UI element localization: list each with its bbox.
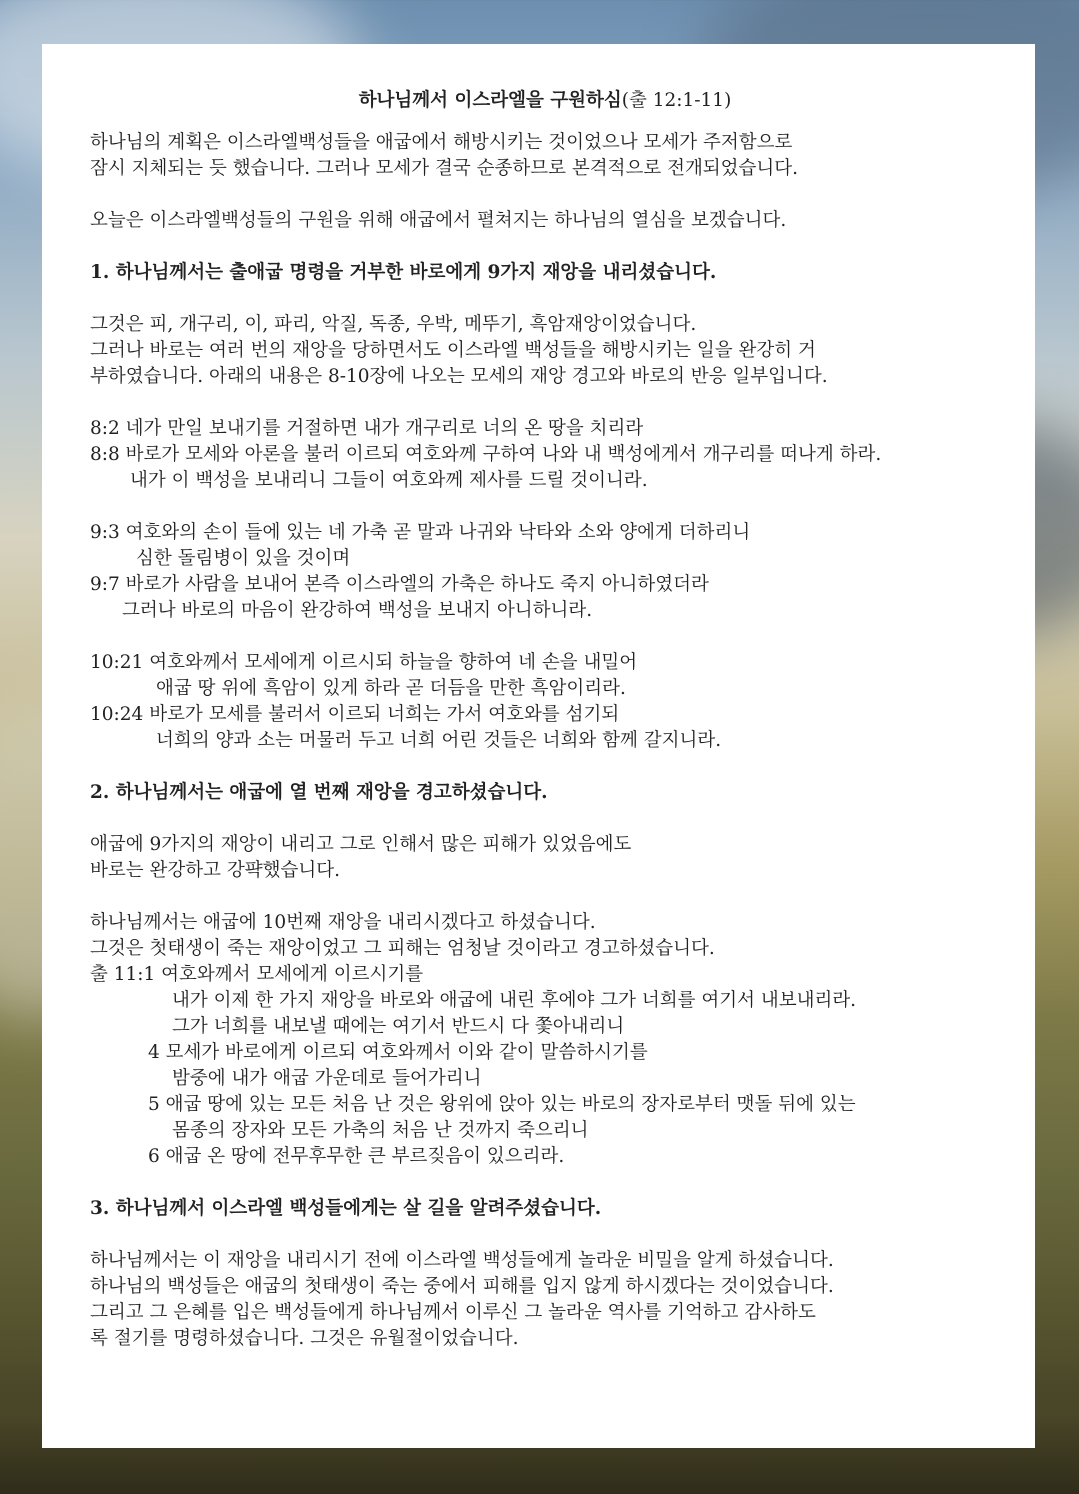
text-line: 잠시 지체되는 듯 했습니다. 그러나 모세가 결국 순종하므로 본격적으로 전개되었습니다. bbox=[90, 158, 799, 179]
page-title bbox=[90, 88, 1000, 114]
text-line: 록 절기를 명령하셨습니다. 그것은 유월절이었습니다. bbox=[90, 1328, 519, 1349]
intro2-paragraph bbox=[90, 208, 1000, 234]
verse-line: 8:2 네가 만일 보내기를 거절하면 내가 개구리로 너의 온 땅을 치리라 bbox=[90, 418, 644, 439]
section2-body2 bbox=[90, 910, 1000, 1170]
verse-line: 밤중에 내가 애굽 가운데로 들어가리니 bbox=[172, 1068, 482, 1089]
verse-line: 10:21 여호와께서 모세에게 이르시되 하늘을 향하여 네 손을 내밀어 bbox=[90, 652, 638, 673]
text-line: 그러나 바로는 여러 번의 재앙을 당하면서도 이스라엘 백성들을 해방시키는 일을 완강히 거 bbox=[90, 340, 816, 361]
text-line: 그리고 그 은혜를 입은 백성들에게 하나님께서 이루신 그 놀라운 역사를 기억하고 감사하도 bbox=[90, 1302, 816, 1323]
text-line: 그것은 피, 개구리, 이, 파리, 악질, 독종, 우박, 메뚜기, 흑암재앙이었습니다. bbox=[90, 314, 697, 335]
text-line: 하나님의 백성들은 애굽의 첫태생이 죽는 중에서 피해를 입지 않게 하시겠다는 것이었습니다. bbox=[90, 1276, 834, 1297]
document-page bbox=[42, 44, 1035, 1448]
intro-paragraph bbox=[90, 130, 1000, 182]
section1-body bbox=[90, 312, 1000, 390]
text-line: 바로는 완강하고 강퍅했습니다. bbox=[90, 860, 340, 881]
verse-line: 내가 이제 한 가지 재앙을 바로와 애굽에 내린 후에야 그가 너희를 여기서 내보내리라. bbox=[172, 990, 857, 1011]
verse-line: 4 모세가 바로에게 이르되 여호와께서 이와 같이 말씀하시기를 bbox=[148, 1042, 648, 1063]
text-line: 오늘은 이스라엘백성들의 구원을 위해 애굽에서 펼쳐지는 하나님의 열심을 보겠습니다. bbox=[90, 210, 787, 231]
section2-body bbox=[90, 832, 1000, 884]
verse-line: 심한 돌림병이 있을 것이며 bbox=[136, 548, 351, 569]
verse-line: 8:8 바로가 모세와 아론을 불러 이르되 여호와께 구하여 나와 내 백성에게서 개구리를 떠나게 하라. bbox=[90, 444, 882, 465]
verse-line: 5 애굽 땅에 있는 모든 처음 난 것은 왕위에 앉아 있는 바로의 장자로부터 맷돌 뒤에 있는 bbox=[148, 1094, 856, 1115]
verse-line: 애굽 땅 위에 흑암이 있게 하라 곧 더듬을 만한 흑암이리라. bbox=[156, 678, 626, 699]
text-line: 하나님께서는 애굽에 10번째 재앙을 내리시겠다고 하셨습니다. bbox=[90, 912, 596, 933]
title-reference: (출 12:1-11) bbox=[621, 90, 732, 111]
section2-heading: 2. 하나님께서는 애굽에 열 번째 재앙을 경고하셨습니다. bbox=[90, 782, 548, 803]
verse-block-c bbox=[90, 650, 1000, 754]
section3-heading: 3. 하나님께서 이스라엘 백성들에게는 살 길을 알려주셨습니다. bbox=[90, 1198, 602, 1219]
text-line: 부하였습니다. 아래의 내용은 8-10장에 나오는 모세의 재앙 경고와 바로의 반응 일부입니다. bbox=[90, 366, 828, 387]
verse-line: 그가 너희를 내보낼 때에는 여기서 반드시 다 쫓아내리니 bbox=[172, 1016, 625, 1037]
verse-line: 9:3 여호와의 손이 들에 있는 네 가축 곧 말과 나귀와 낙타와 소와 양에게 더하리니 bbox=[90, 522, 751, 543]
verse-block-b bbox=[90, 520, 1000, 624]
verse-line: 몸종의 장자와 모든 가축의 처음 난 것까지 죽으리니 bbox=[172, 1120, 589, 1141]
verse-line: 9:7 바로가 사람을 보내어 본즉 이스라엘의 가축은 하나도 죽지 아니하였더라 bbox=[90, 574, 709, 595]
section3-body bbox=[90, 1248, 1000, 1352]
section1-heading: 1. 하나님께서는 출애굽 명령을 거부한 바로에게 9가지 재앙을 내리셨습니다. bbox=[90, 262, 717, 283]
text-line: 그것은 첫태생이 죽는 재앙이었고 그 피해는 엄청날 것이라고 경고하셨습니다. bbox=[90, 938, 715, 959]
verse-line: 10:24 바로가 모세를 불러서 이르되 너희는 가서 여호와를 섬기되 bbox=[90, 704, 620, 725]
verse-block-a bbox=[90, 416, 1000, 494]
verse-line: 6 애굽 온 땅에 전무후무한 큰 부르짖음이 있으리라. bbox=[148, 1146, 565, 1167]
verse-line: 내가 이 백성을 보내리니 그들이 여호와께 제사를 드릴 것이니라. bbox=[130, 470, 648, 491]
verse-line: 너희의 양과 소는 머물러 두고 너희 어린 것들은 너희와 함께 갈지니라. bbox=[156, 730, 722, 751]
text-line: 하나님께서는 이 재앙을 내리시기 전에 이스라엘 백성들에게 놀라운 비밀을 알게 하셨습니다. bbox=[90, 1250, 834, 1271]
verse-line: 출 11:1 여호와께서 모세에게 이르시기를 bbox=[90, 964, 424, 985]
verse-line: 그러나 바로의 마음이 완강하여 백성을 보내지 아니하니라. bbox=[122, 600, 593, 621]
document-content bbox=[90, 88, 1000, 1352]
title-text: 하나님께서 이스라엘을 구원하심 bbox=[358, 90, 622, 111]
text-line: 애굽에 9가지의 재앙이 내리고 그로 인해서 많은 피해가 있었음에도 bbox=[90, 834, 632, 855]
text-line: 하나님의 계획은 이스라엘백성들을 애굽에서 해방시키는 것이었으나 모세가 주저함으로 bbox=[90, 132, 793, 153]
